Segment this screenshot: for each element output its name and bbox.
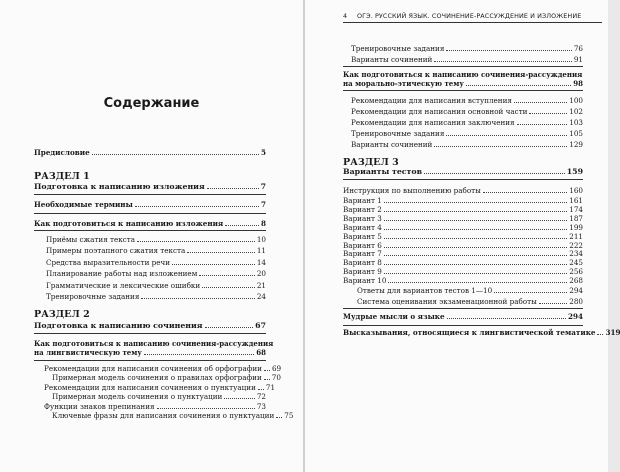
- entry-page: 8: [260, 219, 266, 228]
- leader-dots: [264, 370, 270, 371]
- entry-page: 268: [569, 276, 583, 286]
- leader-dots: [446, 135, 567, 136]
- leader-dots: [434, 61, 572, 62]
- leader-dots: [384, 238, 567, 239]
- toc-entry[interactable]: [351, 107, 583, 116]
- leader-dots: [494, 292, 567, 293]
- entry-title: Тренировочные задания: [46, 292, 140, 301]
- toc-entry[interactable]: [343, 232, 583, 241]
- entry-page: 24: [256, 292, 266, 301]
- entry-title: Рекомендации для написания сочинения о пунктуации: [44, 382, 256, 392]
- toc-entry[interactable]: [46, 235, 266, 244]
- toc-entry[interactable]: [343, 223, 583, 232]
- leader-dots: [276, 417, 282, 418]
- entry-page: 319: [605, 328, 620, 337]
- entry-page: 67: [255, 321, 266, 330]
- toc-entry-wise[interactable]: [343, 312, 583, 321]
- entry-page: 11: [256, 246, 266, 256]
- entry-title: Инструкция по выполнению работы: [343, 186, 481, 195]
- entry-title: Вариант 10: [343, 276, 387, 286]
- toc-entry[interactable]: [52, 373, 281, 383]
- entry-page: 70: [271, 373, 281, 383]
- entry-title: Рекомендации для написания сочинения об орфографии: [44, 364, 262, 373]
- entry-title: Ответы для вариантов тестов 1—10: [357, 286, 493, 295]
- leader-dots: [141, 298, 254, 299]
- leader-dots: [384, 211, 567, 212]
- entry-page: 73: [256, 401, 266, 411]
- leader-dots: [434, 146, 567, 147]
- entry-title: Вариант 6: [343, 240, 382, 250]
- leader-dots: [384, 229, 567, 230]
- toc-entry[interactable]: [44, 402, 266, 411]
- leader-dots: [597, 334, 603, 335]
- entry-title: Вариант 9: [343, 267, 382, 277]
- toc-entry[interactable]: [46, 269, 266, 278]
- entry-title: Вариант 1: [343, 196, 382, 205]
- entry-page: 234: [569, 249, 583, 259]
- toc-entry[interactable]: [351, 96, 583, 105]
- entry-page: 105: [569, 129, 583, 138]
- leader-dots: [424, 173, 565, 174]
- toc-entry-answers[interactable]: [357, 286, 583, 295]
- leader-dots: [539, 303, 567, 304]
- toc-entry[interactable]: [343, 196, 583, 205]
- entry-page: 160: [569, 186, 583, 195]
- leader-dots: [384, 273, 567, 274]
- entry-page: 174: [569, 204, 583, 214]
- entry-title: Мудрые мысли о языке: [343, 312, 445, 321]
- toc-entry[interactable]: [343, 258, 583, 267]
- section-rule: [343, 90, 583, 91]
- section-3-label: РАЗДЕЛ 3: [343, 157, 399, 168]
- entry-page: 98: [573, 79, 583, 88]
- entry-title: Подготовка к написанию изложения: [34, 182, 205, 191]
- section-2-howto-line1[interactable]: Как подготовиться к написанию сочинения-рассуждения: [34, 339, 274, 348]
- moral-line1[interactable]: Как подготовиться к написанию сочинения-рассуждения: [343, 70, 583, 79]
- entry-page: 187: [569, 213, 583, 223]
- leader-dots: [207, 188, 259, 189]
- toc-entry[interactable]: [343, 249, 583, 258]
- entry-page: 10: [256, 235, 266, 244]
- entry-title: Варианты сочинений: [351, 140, 433, 149]
- leader-dots: [157, 408, 255, 409]
- entry-page: 20: [256, 269, 266, 279]
- section-rule: [34, 360, 266, 361]
- entry-page: 21: [256, 280, 266, 290]
- toc-entry[interactable]: [351, 140, 583, 149]
- leader-dots: [447, 318, 566, 319]
- section-1-heading[interactable]: [34, 182, 266, 191]
- entry-title: Примерная модель сочинения о правилах орфографии: [52, 373, 262, 383]
- entry-title: Вариант 2: [343, 204, 382, 214]
- toc-entry[interactable]: [351, 44, 583, 53]
- leader-dots: [517, 124, 568, 125]
- toc-entry[interactable]: [52, 411, 294, 420]
- entry-title: Вариант 4: [343, 222, 382, 232]
- entry-title: Планирование работы над изложением: [46, 269, 198, 279]
- leader-dots: [529, 113, 567, 114]
- entry-title: Грамматические и лексические ошибки: [46, 280, 201, 290]
- entry-page: 159: [566, 167, 583, 176]
- section-rule: [34, 230, 266, 231]
- entry-title: Функции знаков препинания: [44, 401, 155, 411]
- section-2-howto-line2[interactable]: [34, 348, 266, 357]
- toc-entry[interactable]: [351, 118, 583, 127]
- entry-page: 294: [569, 286, 583, 295]
- section-rule: [34, 213, 266, 214]
- toc-entry[interactable]: [46, 246, 266, 255]
- leader-dots: [384, 264, 567, 265]
- toc-entry[interactable]: [52, 392, 266, 401]
- entry-title: Тренировочные задания: [351, 129, 445, 138]
- entry-title: Приёмы сжатия текста: [46, 235, 136, 244]
- section-2-heading[interactable]: [34, 321, 266, 330]
- entry-title: Варианты сочинений: [351, 55, 433, 64]
- entry-page: 256: [569, 267, 583, 277]
- entry-title: Средства выразительности речи: [46, 257, 171, 267]
- entry-page: 100: [569, 96, 583, 105]
- leader-dots: [384, 202, 567, 203]
- entry-title: Вариант 5: [343, 231, 382, 241]
- entry-page: 129: [569, 140, 583, 149]
- entry-page: 14: [256, 257, 266, 267]
- leader-dots: [92, 154, 259, 155]
- toc-entry[interactable]: [44, 382, 276, 392]
- entry-page: 222: [569, 240, 583, 250]
- leader-dots: [466, 85, 571, 86]
- toc-title: Содержание: [103, 96, 200, 111]
- section-2-label: РАЗДЕЛ 2: [34, 309, 90, 320]
- entry-page: 75: [284, 411, 294, 420]
- entry-title: Предисловие: [34, 148, 90, 157]
- toc-entry-howto-izlozhenie[interactable]: [34, 219, 266, 228]
- section-rule: [343, 179, 583, 180]
- header-rule: [343, 22, 602, 23]
- section-rule: [34, 333, 266, 334]
- leader-dots: [205, 327, 254, 328]
- toc-entry[interactable]: [343, 267, 583, 276]
- leader-dots: [483, 192, 567, 193]
- entry-title: Рекомендации для написания заключения: [351, 118, 515, 127]
- leader-dots: [199, 275, 255, 276]
- toc-entry[interactable]: [46, 292, 266, 301]
- toc-entry[interactable]: [44, 364, 282, 373]
- entry-page: 102: [569, 107, 583, 116]
- leader-dots: [258, 389, 264, 390]
- section-rule: [343, 325, 583, 326]
- toc-entry-terms[interactable]: [34, 200, 266, 209]
- toc-entry-preface[interactable]: [34, 148, 266, 157]
- toc-entry[interactable]: [351, 129, 583, 138]
- entry-title: Рекомендации для написания основной части: [351, 107, 528, 116]
- page-number: 4: [343, 12, 348, 20]
- section-rule: [343, 66, 583, 67]
- entry-title: Система оценивания экзаменационной работы: [357, 297, 537, 306]
- running-title: ОГЭ. РУССКИЙ ЯЗЫК. СОЧИНЕНИЕ-РАССУЖДЕНИЕ И ИЗЛОЖЕНИЕ: [357, 12, 582, 20]
- leader-dots: [187, 252, 255, 253]
- toc-entry[interactable]: [343, 241, 583, 250]
- leader-dots: [172, 264, 255, 265]
- entry-title: Как подготовиться к написанию изложения: [34, 219, 224, 228]
- entry-page: 103: [569, 118, 583, 127]
- leader-dots: [384, 220, 567, 221]
- leader-dots: [202, 287, 255, 288]
- entry-page: 76: [573, 44, 583, 53]
- section-3-heading[interactable]: [343, 167, 583, 176]
- left-page: [0, 0, 303, 472]
- entry-title: Вариант 7: [343, 249, 382, 259]
- entry-title: Рекомендации для написания вступления: [351, 96, 512, 105]
- leader-dots: [225, 225, 259, 226]
- section-1-label: РАЗДЕЛ 1: [34, 171, 90, 182]
- section-rule: [34, 194, 266, 195]
- toc-entry[interactable]: [46, 281, 266, 290]
- entry-page: 211: [569, 231, 583, 241]
- entry-page: 68: [256, 348, 266, 357]
- toc-entry[interactable]: [343, 205, 583, 214]
- entry-title: Необходимые термины: [34, 200, 133, 209]
- entry-title: Вариант 8: [343, 258, 382, 268]
- entry-title: Подготовка к написанию сочинения: [34, 321, 203, 330]
- leader-dots: [514, 102, 567, 103]
- toc-entry[interactable]: [343, 276, 583, 285]
- moral-line2[interactable]: [343, 79, 583, 88]
- entry-page: 7: [260, 182, 266, 191]
- entry-page: 72: [256, 392, 266, 402]
- entry-page: 245: [569, 258, 583, 268]
- entry-title: Тренировочные задания: [351, 44, 445, 53]
- entry-title: Варианты тестов: [343, 167, 422, 176]
- leader-dots: [384, 247, 567, 248]
- entry-page: 199: [569, 222, 583, 232]
- leader-dots: [144, 354, 254, 355]
- entry-page: 294: [567, 312, 583, 321]
- running-head: [305, 10, 608, 24]
- leader-dots: [388, 282, 567, 283]
- entry-title: на морально-этическую тему: [343, 79, 464, 88]
- entry-page: 71: [265, 382, 276, 392]
- leader-dots: [264, 379, 270, 380]
- entry-title: Примеры поэтапного сжатия текста: [46, 246, 186, 256]
- entry-title: Ключевые фразы для написания сочинения о пунктуации: [52, 411, 275, 420]
- entry-title: Примерная модель сочинения о пунктуации: [52, 392, 223, 402]
- entry-page: 5: [260, 148, 266, 157]
- entry-page: 280: [569, 297, 583, 306]
- entry-page: 91: [573, 55, 583, 64]
- toc-entry[interactable]: [351, 55, 583, 64]
- entry-title: Вариант 3: [343, 213, 382, 223]
- leader-dots: [384, 255, 567, 256]
- leader-dots: [137, 241, 255, 242]
- entry-page: 7: [260, 200, 266, 209]
- toc-entry-grading[interactable]: [357, 297, 583, 306]
- entry-page: 161: [569, 196, 583, 205]
- toc-entry[interactable]: [46, 258, 266, 267]
- section-rule: [343, 308, 583, 309]
- toc-entry[interactable]: [343, 214, 583, 223]
- leader-dots: [224, 398, 255, 399]
- entry-page: 69: [271, 364, 282, 373]
- right-page: [305, 0, 620, 472]
- leader-dots: [446, 50, 571, 51]
- entry-title: на лингвистическую тему: [34, 348, 142, 357]
- leader-dots: [135, 206, 259, 207]
- toc-entry-quotes[interactable]: [343, 328, 620, 337]
- entry-title: Высказывания, относящиеся к лингвистической тематике: [343, 328, 596, 337]
- toc-entry-instruction[interactable]: [343, 186, 583, 195]
